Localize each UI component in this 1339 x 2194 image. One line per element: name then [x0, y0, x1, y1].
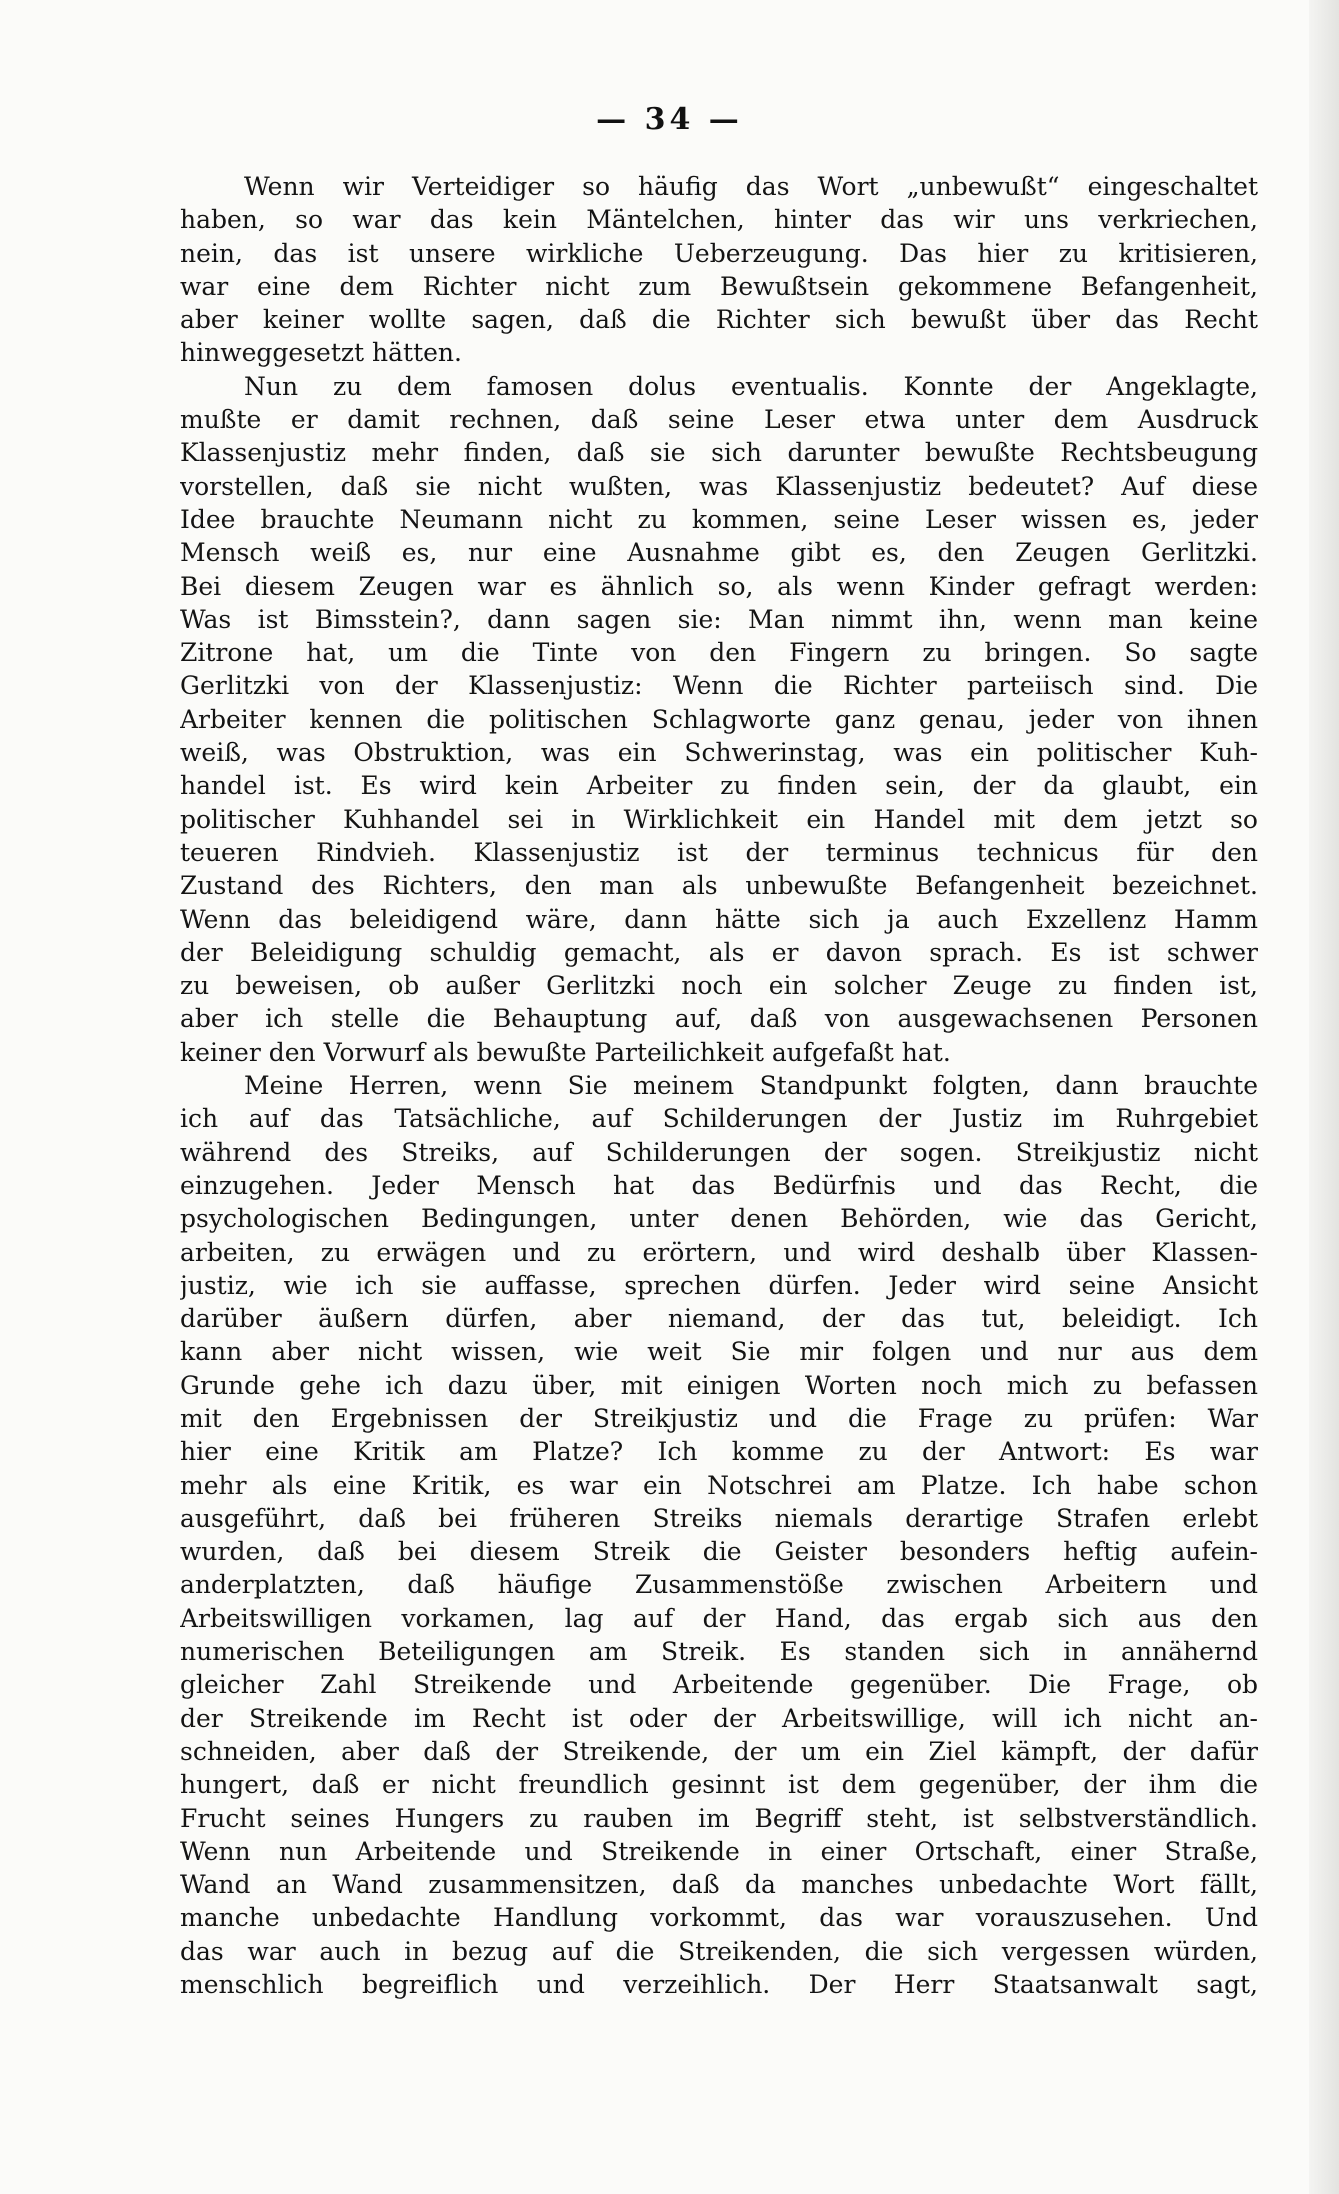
text-line: handel ist. Es wird kein Arbeiter zu finden sein, der da glaubt, ein [180, 771, 1258, 801]
text-line: hier eine Kritik am Platze? Ich komme zu der Antwort: Es war [180, 1437, 1258, 1467]
text-line: Bei diesem Zeugen war es ähnlich so, als wenn Kinder gefragt werden: [180, 571, 1258, 601]
text-line: weiß, was Obstruktion, was ein Schwerinstag, was ein politischer Kuh- [180, 738, 1258, 768]
text-line: Grunde gehe ich dazu über, mit einigen Worten noch mich zu befassen [180, 1370, 1258, 1400]
text-line: hinweggesetzt hätten. [180, 338, 462, 368]
text-line: kann aber nicht wissen, wie weit Sie mir folgen und nur aus dem [180, 1337, 1258, 1367]
scan-edge [1309, 0, 1339, 2194]
text-line: der Streikende im Recht ist oder der Arbeitswillige, will ich nicht an- [180, 1703, 1258, 1733]
paragraph [180, 1069, 1258, 2001]
text-line: während des Streiks, auf Schilderungen der sogen. Streikjustiz nicht [180, 1137, 1258, 1167]
text-line: nein, das ist unsere wirkliche Ueberzeugung. Das hier zu kritisieren, [180, 238, 1258, 268]
text-line: Idee brauchte Neumann nicht zu kommen, seine Leser wissen es, jeder [180, 504, 1258, 534]
text-line: war eine dem Richter nicht zum Bewußtsein gekommene Befangenheit, [180, 271, 1258, 301]
text-line: mehr als eine Kritik, es war ein Notschrei am Platze. Ich habe schon [180, 1470, 1258, 1500]
text-line: politischer Kuhhandel sei in Wirklichkeit ein Handel mit dem jetzt so [180, 804, 1258, 834]
text-line: ich auf das Tatsächliche, auf Schilderungen der Justiz im Ruhrgebiet [180, 1104, 1258, 1134]
text-line: Wenn wir Verteidiger so häufig das Wort „unbewußt“ eingeschaltet [244, 172, 1258, 201]
text-line: numerischen Beteiligungen am Streik. Es standen sich in annähernd [180, 1637, 1258, 1667]
text-line: das war auch in bezug auf die Streikenden, die sich vergessen würden, [180, 1936, 1258, 1966]
text-line: Wenn das beleidigend wäre, dann hätte sich ja auch Exzellenz Hamm [180, 904, 1258, 934]
text-line: Wand an Wand zusammensitzen, daß da manches unbedachte Wort fällt, [180, 1870, 1258, 1900]
text-line: Arbeiter kennen die politischen Schlagworte ganz genau, jeder von ihnen [180, 704, 1258, 734]
text-line: anderplatzten, daß häufige Zusammenstöße zwischen Arbeitern und [180, 1570, 1258, 1600]
text-line: arbeiten, zu erwägen und zu erörtern, und wird deshalb über Klassen- [180, 1237, 1258, 1267]
text-line: ausgeführt, daß bei früheren Streiks niemals derartige Strafen erlebt [180, 1503, 1258, 1533]
body-text [180, 170, 1258, 2001]
text-line: schneiden, aber daß der Streikende, der um ein Ziel kämpft, der dafür [180, 1736, 1258, 1766]
text-line: Frucht seines Hungers zu rauben im Begriff steht, ist selbstverständlich. [180, 1803, 1258, 1833]
text-line: vorstellen, daß sie nicht wußten, was Klassenjustiz bedeutet? Auf diese [180, 471, 1258, 501]
text-line: Zitrone hat, um die Tinte von den Fingern zu bringen. So sagte [180, 638, 1258, 668]
text-line: Was ist Bimsstein?, dann sagen sie: Man nimmt ihn, wenn man keine [180, 604, 1258, 634]
text-line: wurden, daß bei diesem Streik die Geister besonders heftig aufein- [180, 1537, 1258, 1567]
paragraph [180, 370, 1258, 1069]
text-line: gleicher Zahl Streikende und Arbeitende gegenüber. Die Frage, ob [180, 1670, 1258, 1700]
text-line: psychologischen Bedingungen, unter denen Behörden, wie das Gericht, [180, 1204, 1258, 1234]
text-line: Zustand des Richters, den man als unbewußte Befangenheit bezeichnet. [180, 871, 1258, 901]
page-number: — 34 — [596, 102, 743, 137]
text-line: manche unbedachte Handlung vorkommt, das war vorauszusehen. Und [180, 1903, 1258, 1933]
text-line: Nun zu dem famosen dolus eventualis. Konnte der Angeklagte, [244, 371, 1258, 401]
text-line: menschlich begreiflich und verzeihlich. Der Herr Staatsanwalt sagt, [180, 1970, 1258, 2000]
paragraph [180, 170, 1258, 370]
text-line: hungert, daß er nicht freundlich gesinnt ist dem gegenüber, der ihm die [180, 1770, 1258, 1800]
text-line: mußte er damit rechnen, daß seine Leser etwa unter dem Ausdruck [180, 405, 1258, 435]
text-line: darüber äußern dürfen, aber niemand, der das tut, beleidigt. Ich [180, 1304, 1258, 1334]
text-line: einzugehen. Jeder Mensch hat das Bedürfnis und das Recht, die [180, 1170, 1258, 1200]
text-line: mit den Ergebnissen der Streikjustiz und die Frage zu prüfen: War [180, 1403, 1258, 1433]
text-line: haben, so war das kein Mäntelchen, hinter das wir uns verkriechen, [180, 205, 1258, 235]
text-line: teueren Rindvieh. Klassenjustiz ist der terminus technicus für den [180, 837, 1258, 867]
text-line: Meine Herren, wenn Sie meinem Standpunkt folgten, dann brauchte [244, 1071, 1258, 1101]
text-line: aber keiner wollte sagen, daß die Richter sich bewußt über das Recht [180, 305, 1258, 335]
text-line: justiz, wie ich sie auffasse, sprechen dürfen. Jeder wird seine Ansicht [180, 1270, 1258, 1300]
text-line: Arbeitswilligen vorkamen, lag auf der Hand, das ergab sich aus den [180, 1603, 1258, 1633]
text-line: aber ich stelle die Behauptung auf, daß von ausgewachsenen Personen [180, 1004, 1258, 1034]
text-line: der Beleidigung schuldig gemacht, als er davon sprach. Es ist schwer [180, 937, 1258, 967]
text-line: Wenn nun Arbeitende und Streikende in einer Ortschaft, einer Straße, [180, 1836, 1258, 1866]
text-line: keiner den Vorwurf als bewußte Parteilichkeit aufgefaßt hat. [180, 1037, 951, 1067]
text-line: zu beweisen, ob außer Gerlitzki noch ein solcher Zeuge zu finden ist, [180, 971, 1258, 1001]
text-line: Mensch weiß es, nur eine Ausnahme gibt es, den Zeugen Gerlitzki. [180, 538, 1258, 568]
text-line: Gerlitzki von der Klassenjustiz: Wenn die Richter parteiisch sind. Die [180, 671, 1258, 701]
text-line: Klassenjustiz mehr finden, daß sie sich darunter bewußte Rechtsbeugung [180, 438, 1258, 468]
